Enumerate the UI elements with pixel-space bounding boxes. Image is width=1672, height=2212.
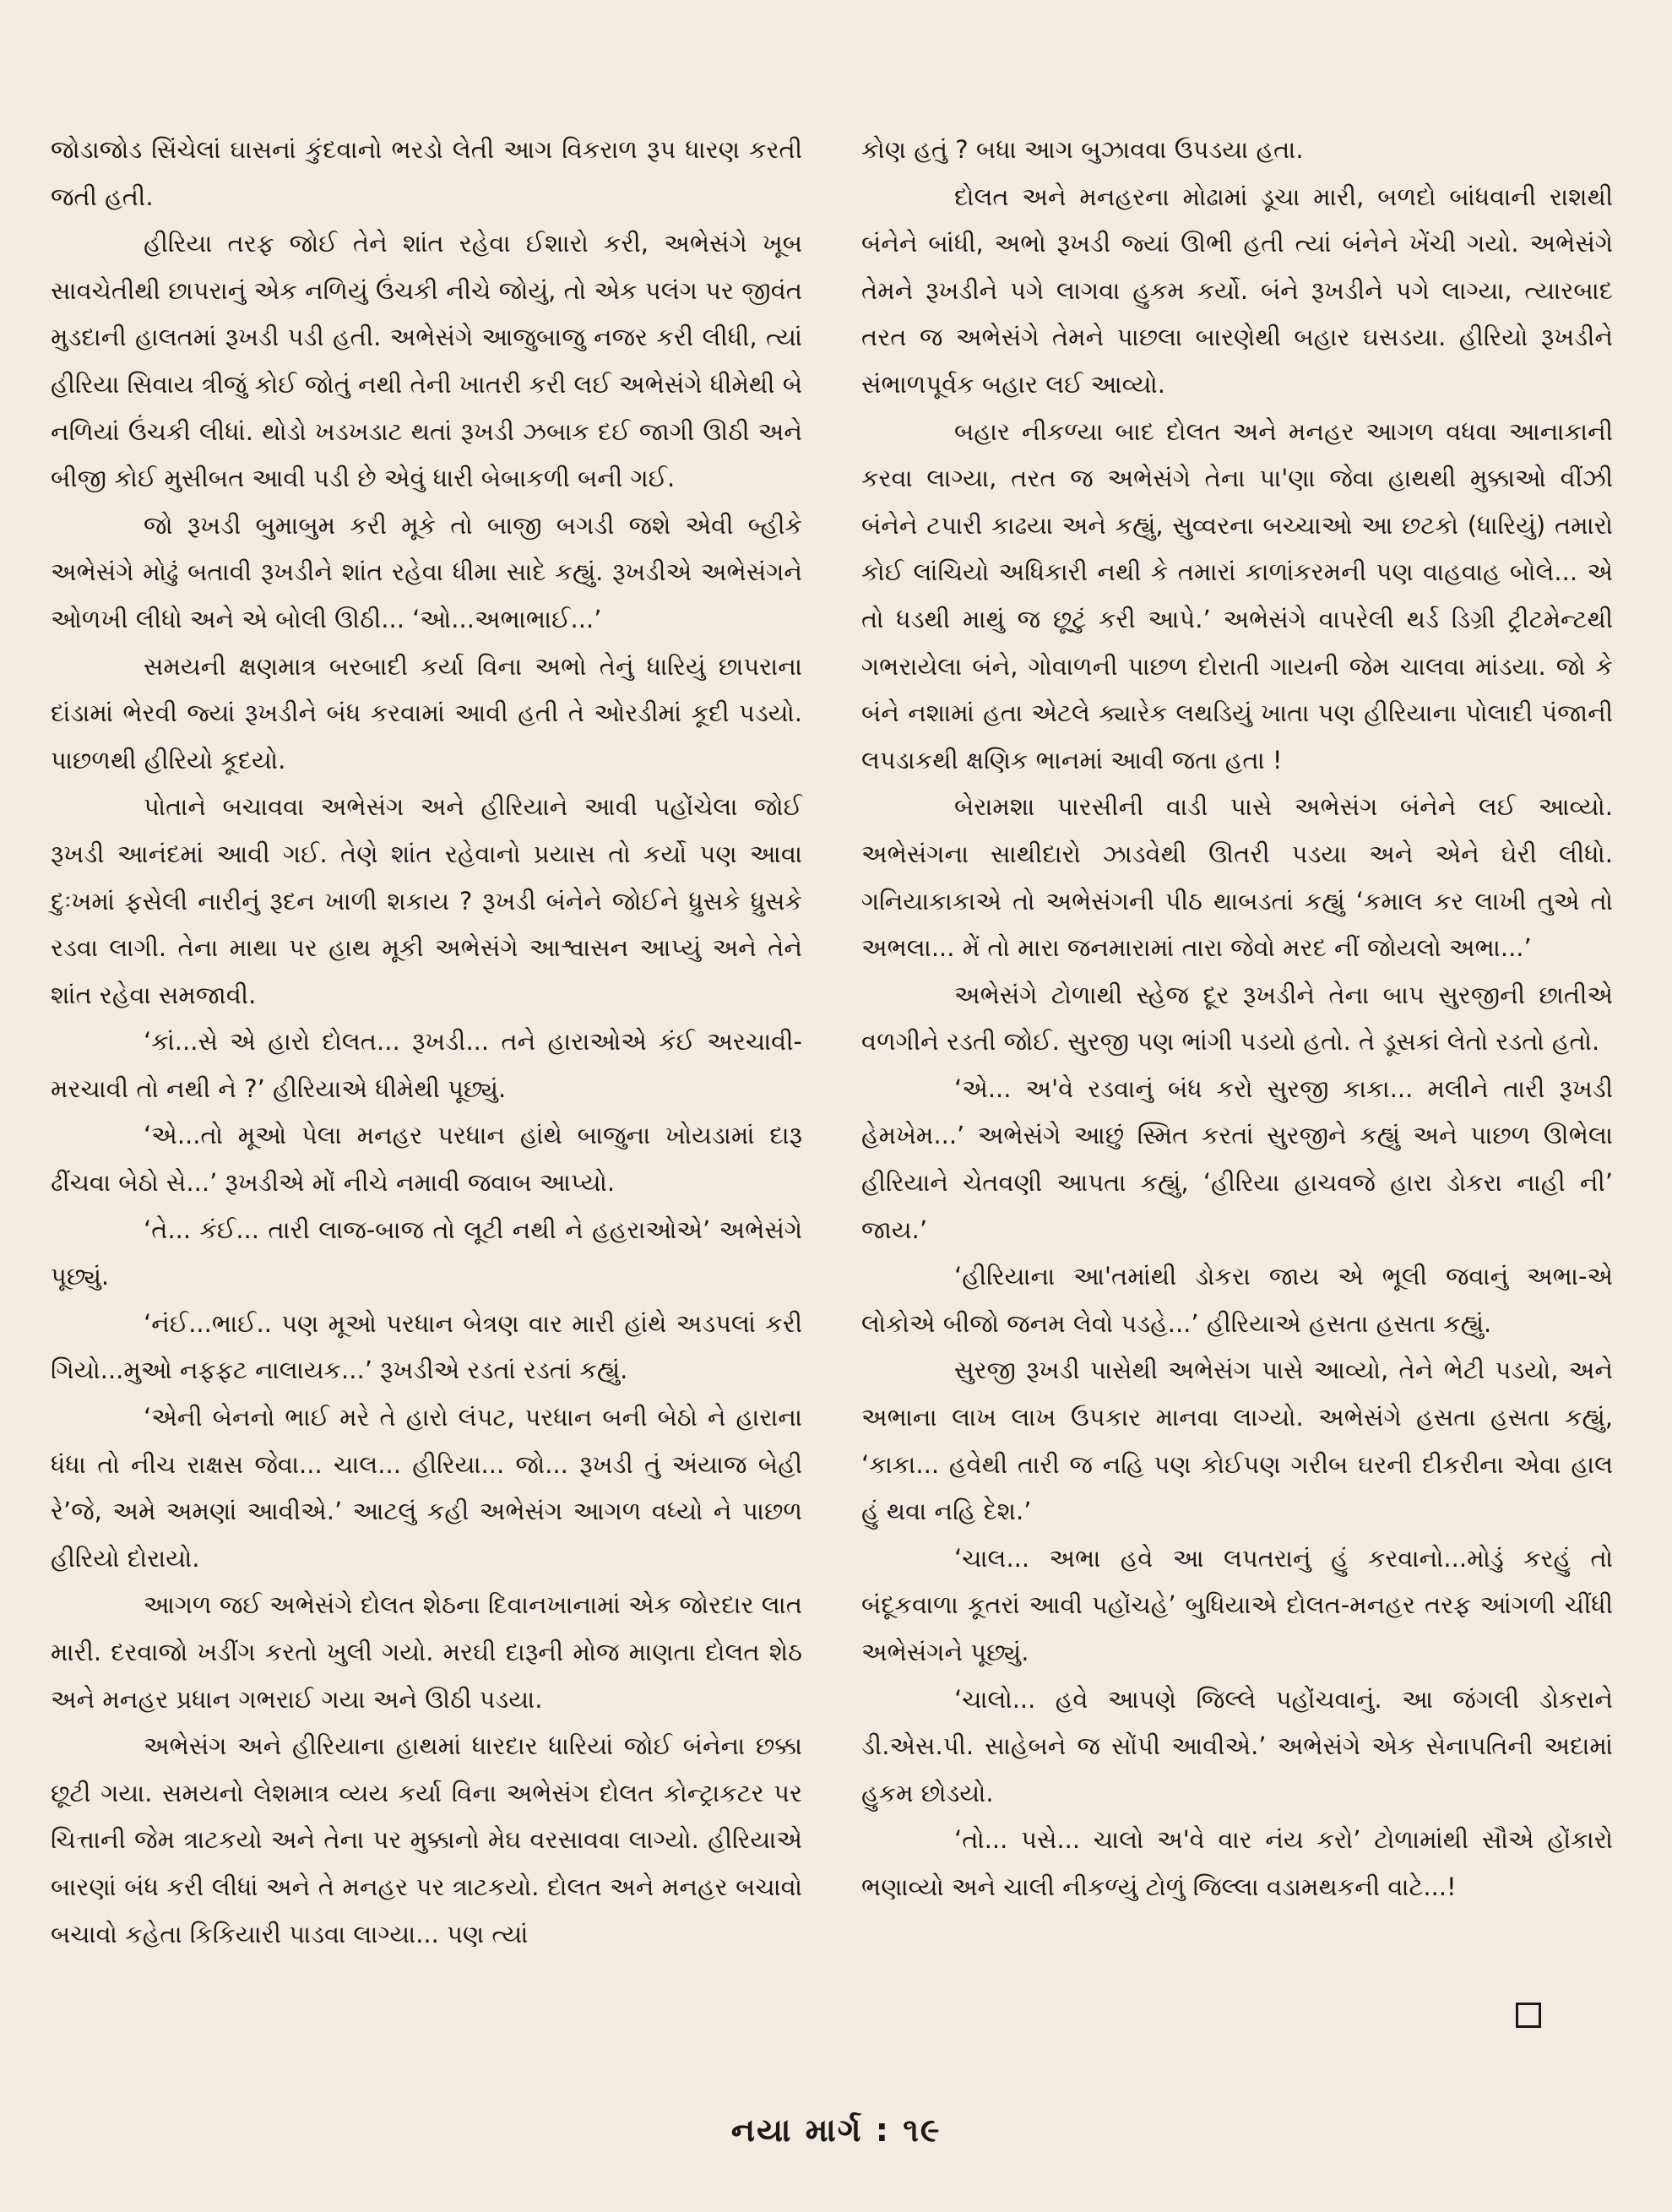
paragraph: પોતાને બચાવવા અભેસંગ અને હીરિયાને આવી પહોંચેલા જોઈ રૂખડી આનંદમાં આવી ગઈ. તેણે શાંત રહેવાનો પ્રયાસ તો કર્યો પણ આવા દુઃખમાં ફસેલી નારીનું રૂદન ખાળી શકાય ? રૂખડી બંનેને જોઈને ધ્રુસકે ધ્રુસકે રડવા લાગી. તેના માથા પર હાથ મૂકી અભેસંગે આશ્વાસન આપ્યું અને તેને શાંત રહેવા સમજાવી. (51, 792, 802, 1009)
paragraph: ‘કાં...સે એ હારો દોલત... રૂખડી... તને હારાઓએ કંઈ અરચાવી-મરચાવી તો નથી ને ?’ હીરિયાએ ધીમેથી પૂછ્યું. (51, 1027, 802, 1103)
paragraph: દોલત અને મનહરના મોઢામાં ડૂચા મારી, બળદો બાંધવાની રાશથી બંનેને બાંધી, અભો રૂખડી જ્યાં ઊભી હતી ત્યાં બંનેને ખેંચી ગયો. અભેસંગે તેમને રૂખડીને પગે લાગવા હુકમ કર્યો. બંને રૂખડીને પગે લાગ્યા, ત્યારબાદ તરત જ અભેસંગે તેમને પાછલા બારણેથી બહાર ઘસડયા. હીરિયો રૂખડીને સંભાળપૂર્વક બહાર લઈ આવ્યો. (861, 182, 1613, 399)
right-column (861, 127, 1613, 1911)
paragraph: ‘ચાલ... અભા હવે આ લપતરાનું હું કરવાનો...મોડું કરહું તો બંદૂકવાળા કૂતરાં આવી પહોંચહે’ બુધિયાએ દોલત-મનહર તરફ આંગળી ચીંધી અભેસંગને પૂછ્યું. (861, 1543, 1613, 1666)
story-end-square-icon (1516, 2003, 1541, 2028)
paragraph: ‘તે... કંઈ... તારી લાજ-બાજ તો લૂટી નથી ને હહરાઓએ’ અભેસંગે પૂછ્યું. (51, 1215, 802, 1291)
paragraph: જોડાજોડ સિંચેલાં ઘાસનાં કુંદવાનો ભરડો લેતી આગ વિકરાળ રૂપ ધારણ કરતી જતી હતી. (51, 135, 802, 211)
paragraph: અભેસંગ અને હીરિયાના હાથમાં ધારદાર ધારિયાં જોઈ બંનેના છક્કા છૂટી ગયા. સમયનો લેશમાત્ર વ્યય કર્યા વિના અભેસંગ દોલત કોન્ટ્રાકટર પર ચિત્તાની જેમ ત્રાટકયો અને તેના પર મુક્કાનો મેઘ વરસાવવા લાગ્યો. હીરિયાએ બારણાં બંધ કરી લીધાં અને તે મનહર પર ત્રાટકયો. દોલત અને મનહર બચાવો બચાવો કહેતા કિકિયારી પાડવા લાગ્યા... પણ ત્યાં (51, 1731, 802, 1948)
paragraph: ‘એ...તો મૂઓ પેલા મનહર પરધાન હાંથે બાજુના ખોયડામાં દારૂ ઢીંચવા બેઠો સે...’ રૂખડીએ મોં નીચે નમાવી જવાબ આપ્યો. (51, 1121, 802, 1198)
paragraph: સુરજી રૂખડી પાસેથી અભેસંગ પાસે આવ્યો, તેને ભેટી પડયો, અને અભાના લાખ લાખ ઉપકાર માનવા લાગ્યો. અભેસંગે હસતા હસતા કહ્યું, ‘કાકા... હવેથી તારી જ નહિ પણ કોઈપણ ગરીબ ઘરની દીકરીના એવા હાલ હું થવા નહિ દેશ.’ (861, 1356, 1613, 1526)
paragraph: ‘એની બેનનો ભાઈ મરે તે હારો લંપટ, પરધાન બની બેઠો ને હારાના ધંધા તો નીચ રાક્ષસ જેવા... ચાલ... હીરિયા... જો... રૂખડી તું અંયાજ બેહી રે’જે, અમે અમણાં આવીએ.’ આટલું કહી અભેસંગ આગળ વધ્યો ને પાછળ હીરિયો દોરાયો. (51, 1403, 802, 1573)
paragraph: ‘ચાલો... હવે આપણે જિલ્લે પહોંચવાનું. આ જંગલી ડોકરાને ડી.એસ.પી. સાહેબને જ સોંપી આવીએ.’ અભેસંગે એક સેનાપતિની અદામાં હુકમ છોડયો. (861, 1684, 1613, 1807)
paragraph: ‘એ... અ'વે રડવાનું બંધ કરો સુરજી કાકા... મલીને તારી રૂખડી હેમખેમ...’ અભેસંગે આછું સ્મિત કરતાં સુરજીને કહ્યું અને પાછળ ઊભેલા હીરિયાને ચેતવણી આપતા કહ્યું, ‘હીરિયા હાચવજે હારા ડોકરા નાહી ની’ જાય.’ (861, 1073, 1613, 1244)
paragraph: આગળ જઈ અભેસંગે દોલત શેઠના દિવાનખાનામાં એક જોરદાર લાત મારી. દરવાજો ખડીંગ કરતો ખુલી ગયો. મરઘી દારૂની મોજ માણતા દોલત શેઠ અને મનહર પ્રધાન ગભરાઈ ગયા અને ઊઠી પડયા. (51, 1590, 802, 1714)
paragraph: કોણ હતું ? બધા આગ બુઝાવવા ઉપડયા હતા. (861, 135, 1304, 164)
left-column (51, 127, 802, 1958)
paragraph: હીરિયા તરફ જોઈ તેને શાંત રહેવા ઈશારો કરી, અભેસંગે ખૂબ સાવચેતીથી છાપરાનું એક નળિયું ઉંચકી નીચે જોયું, તો એક પલંગ પર જીવંત મુડદાની હાલતમાં રૂખડી પડી હતી. અભેસંગે આજુબાજુ નજર કરી લીધી, ત્યાં હીરિયા સિવાય ત્રીજું કોઈ જોતું નથી તેની ખાતરી કરી લઈ અભેસંગે ધીમેથી બે નળિયાં ઉંચકી લીધાં. થોડો ખડખડાટ થતાં રૂખડી ઝબાક દઈ જાગી ઊઠી અને બીજી કોઈ મુસીબત આવી પડી છે એવું ધારી બેબાકળી બની ગઈ. (51, 229, 802, 493)
paragraph: સમયની ક્ષણમાત્ર બરબાદી કર્યા વિના અભો તેનું ધારિયું છાપરાના દાંડામાં ભેરવી જ્યાં રૂખડીને બંધ કરવામાં આવી હતી તે ઓરડીમાં કૂદી પડયો. પાછળથી હીરિયો કૂદયો. (51, 651, 802, 774)
paragraph: બહાર નીકળ્યા બાદ દોલત અને મનહર આગળ વધવા આનાકાની કરવા લાગ્યા, તરત જ અભેસંગે તેના પા'ણા જેવા હાથથી મુક્કાઓ વીંઝી બંનેને ટપારી કાઢયા અને કહ્યું, સુવ્વરના બચ્ચાઓ આ છટકો (ધારિયું) તમારો કોઈ લાંચિયો અધિકારી નથી કે તમારાં કાળાંકરમની પણ વાહવાહ બોલે... એ તો ધડથી માથું જ છૂટું કરી આપે.’ અભેસંગે વાપરેલી થર્ડ ડિગ્રી ટ્રીટમેન્ટથી ગભરાયેલા બંને, ગોવાળની પાછળ દોરાતી ગાયની જેમ ચાલવા માંડયા. જો કે બંને નશામાં હતા એટલે ક્યારેક લથડિયું ખાતા પણ હીરિયાના પોલાદી પંજાની લપડાકથી ક્ષણિક ભાનમાં આવી જતા હતા ! (861, 416, 1613, 774)
paragraph: અભેસંગે ટોળાથી સ્હેજ દૂર રૂખડીને તેના બાપ સુરજીની છાતીએ વળગીને રડતી જોઈ. સુરજી પણ ભાંગી પડયો હતો. તે ડૂસકાં લેતો રડતો હતો. (861, 980, 1613, 1057)
paragraph: ‘હીરિયાના આ'તમાંથી ડોકરા જાય એ ભૂલી જવાનું અભા-એ લોકોએ બીજો જનમ લેવો પડહે...’ હીરિયાએ હસતા હસતા કહ્યું. (861, 1262, 1613, 1338)
paragraph: બેરામશા પારસીની વાડી પાસે અભેસંગ બંનેને લઈ આવ્યો. અભેસંગના સાથીદારો ઝાડવેથી ઊતરી પડયા અને એને ઘેરી લીધો. ગનિયાકાકાએ તો અભેસંગની પીઠ થાબડતાં કહ્યું ‘કમાલ કર લાખી તુએ તો અભલા... મેં તો મારા જનમારામાં તારા જેવો મરદ નીં જોયલો અભા...’ (861, 792, 1613, 963)
page-footer: નયા માર્ગ : ૧૯ (730, 2111, 942, 2149)
paragraph: ‘નંઈ...ભાઈ.. પણ મૂઓ પરધાન બેત્રણ વાર મારી હાંથે અડપલાં કરી ગિયો...મુઓ નફફટ નાલાયક...’ રૂખડીએ રડતાં રડતાં કહ્યું. (51, 1308, 802, 1385)
paragraph: ‘તો... પસે... ચાલો અ'વે વાર નંય કરો’ ટોળામાંથી સૌએ હોંકારો ભણાવ્યો અને ચાલી નીકળ્યું ટોળું જિલ્લા વડામથકની વાટે...! (861, 1825, 1613, 1901)
paragraph: જો રૂખડી બુમાબુમ કરી મૂકે તો બાજી બગડી જશે એવી બ્હીકે અભેસંગે મોઢું બતાવી રૂખડીને શાંત રહેવા ધીમા સાદે કહ્યું. રૂખડીએ અભેસંગને ઓળખી લીધો અને એ બોલી ઊઠી... ‘ઓ...અભાભાઈ...’ (51, 510, 802, 633)
